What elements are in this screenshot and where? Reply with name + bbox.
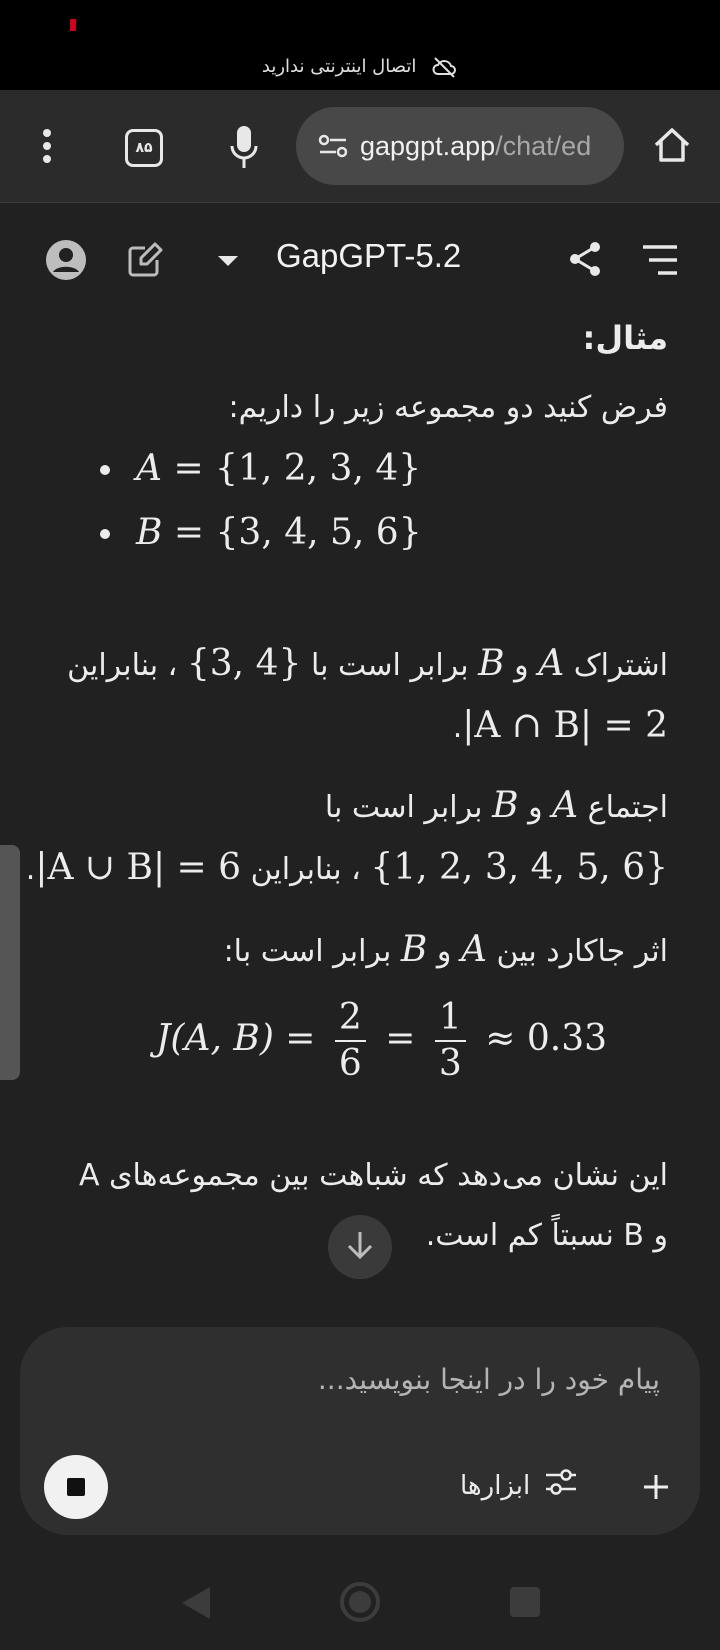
and-word: و — [436, 934, 452, 969]
union-line-2 — [26, 838, 668, 900]
jaccard-intro — [224, 920, 668, 982]
and-word: و — [514, 648, 529, 683]
set-a-ref: A — [538, 643, 565, 684]
recording-indicator — [70, 19, 76, 31]
tools-button[interactable] — [460, 1467, 578, 1504]
example-heading: مثال: — [582, 319, 668, 357]
period: . — [25, 852, 36, 887]
tools-label: ابزارها — [460, 1470, 531, 1501]
intro-text: فرض کنید دو مجموعه زیر را داریم: — [228, 390, 668, 425]
scroll-to-bottom-button[interactable] — [328, 1215, 392, 1279]
set-b-ref: B — [400, 929, 428, 970]
intersection-word: اشتراک — [573, 648, 668, 683]
chat-header — [0, 203, 720, 313]
bullet-dot — [100, 465, 110, 475]
recents-icon[interactable] — [508, 1585, 542, 1619]
list-item — [100, 512, 422, 553]
set-a-ref: A — [552, 785, 579, 826]
more-menu-icon[interactable] — [30, 124, 64, 168]
jaccard-lhs: J(A, B) = — [156, 1018, 316, 1059]
therefore-text: ، بنابراین — [67, 648, 178, 683]
set-a-ref: A — [460, 929, 487, 970]
fraction — [435, 996, 466, 1086]
intersection-formula: |A ∩ B| = 2 — [462, 705, 668, 746]
site-settings-icon[interactable] — [318, 134, 348, 158]
intersection-line-1 — [67, 634, 668, 696]
tools-icon — [544, 1467, 578, 1504]
approx-value: ≈ 0.33 — [485, 1018, 608, 1059]
status-bar — [0, 0, 720, 90]
union-word: اجتماع — [587, 790, 668, 825]
fraction — [335, 996, 366, 1086]
arrow-down-icon — [345, 1229, 375, 1265]
tabs-button[interactable] — [122, 126, 166, 170]
set-b-value: = {3, 4, 5, 6} — [173, 512, 422, 553]
union-line-1 — [325, 776, 668, 838]
bullet-dot — [100, 529, 110, 539]
model-name[interactable]: GapGPT-5.2 — [276, 237, 462, 274]
equals-text: برابر است با — [310, 648, 469, 683]
set-b-name: B — [136, 512, 163, 553]
home-nav-icon[interactable] — [338, 1580, 382, 1624]
message-composer — [20, 1327, 700, 1535]
set-b-ref: B — [478, 643, 505, 684]
offline-text: اتصال اینترنتی ندارید — [261, 56, 417, 77]
add-icon[interactable] — [626, 1455, 686, 1519]
intersection-set: {3, 4} — [186, 643, 302, 684]
union-set: {1, 2, 3, 4, 5, 6} — [370, 847, 668, 888]
scrollbar[interactable] — [0, 845, 20, 1080]
jaccard-word: اثر جاکارد بین — [496, 934, 668, 969]
cloud-off-icon — [416, 56, 458, 77]
conclusion-line-1: این نشان می‌دهد که شباهت بین مجموعه‌های A — [78, 1158, 668, 1193]
therefore-text: ، بنابراین — [250, 852, 361, 887]
model-dropdown-chevron-icon[interactable] — [214, 251, 242, 271]
url-domain: gapgpt.app — [360, 130, 496, 161]
system-nav-bar — [0, 1565, 720, 1650]
denominator: 6 — [338, 1043, 362, 1084]
equals-text: برابر است با: — [223, 934, 392, 969]
browser-toolbar — [0, 90, 720, 203]
set-a-name: A — [136, 448, 162, 489]
microphone-icon[interactable] — [222, 122, 266, 172]
account-icon[interactable] — [45, 239, 87, 281]
equals-sign: = — [385, 1018, 416, 1059]
menu-icon[interactable] — [640, 241, 680, 279]
share-icon[interactable] — [566, 239, 604, 279]
stop-icon — [67, 1478, 85, 1496]
back-icon[interactable] — [178, 1583, 214, 1623]
intersection-line-2 — [453, 696, 668, 758]
list-item — [100, 448, 421, 489]
equals-text: برابر است با — [324, 790, 483, 825]
numerator: 2 — [335, 996, 366, 1042]
tab-count: ۸۵ — [125, 129, 163, 167]
denominator: 3 — [438, 1043, 462, 1084]
period: . — [452, 710, 463, 745]
numerator: 1 — [435, 996, 466, 1042]
conclusion-line-2: و B نسبتاً کم است. — [425, 1218, 668, 1253]
new-chat-icon[interactable] — [126, 239, 166, 279]
set-b-ref: B — [492, 785, 519, 826]
set-a-value: = {1, 2, 3, 4} — [173, 448, 422, 489]
stop-button[interactable] — [44, 1455, 108, 1519]
url-text — [360, 131, 591, 162]
home-icon[interactable] — [650, 122, 694, 168]
message-input[interactable]: پیام خود را در اینجا بنویسید... — [317, 1363, 660, 1396]
offline-banner — [0, 56, 720, 78]
union-formula: |A ∪ B| = 6 — [35, 847, 242, 888]
and-word: و — [528, 790, 543, 825]
url-path: /chat/ed — [495, 130, 592, 161]
address-bar[interactable] — [296, 107, 624, 185]
jaccard-formula — [156, 996, 607, 1086]
